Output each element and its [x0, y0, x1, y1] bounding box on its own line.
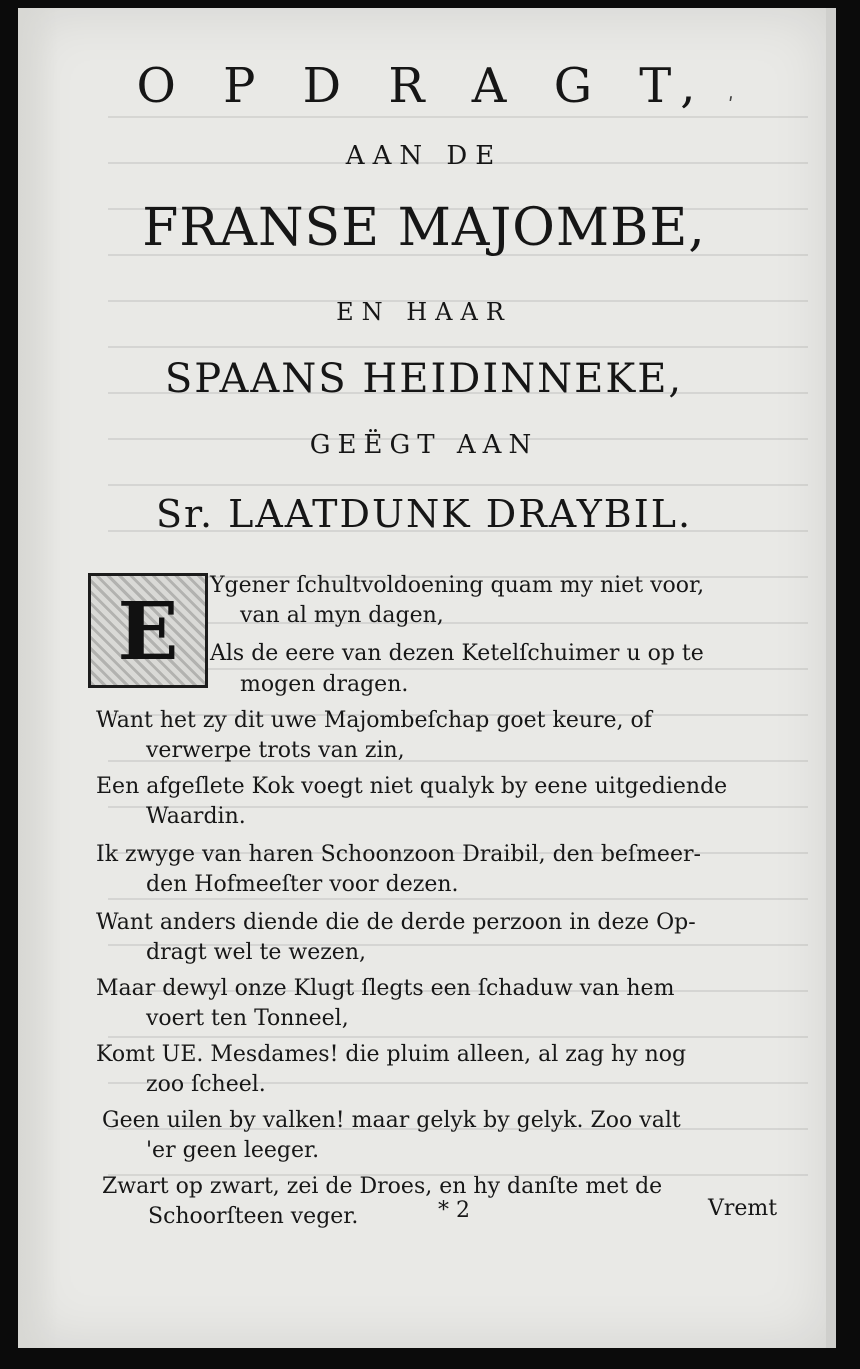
- title-laatdunk-draybil: Sr. LAATDUNK DRAYBIL.: [155, 492, 693, 536]
- verse-line: voert ten Tonneel,: [146, 1006, 349, 1031]
- verse-line: den Hofmeeſter voor dezen.: [146, 872, 459, 897]
- page-edge-shadow: [826, 8, 836, 1348]
- verse-line: van al myn dagen,: [240, 603, 444, 628]
- verse-line: verwerpe trots van zin,: [146, 738, 405, 763]
- verse-line: Als de eere van dezen Ketelſchuimer u op te: [210, 641, 704, 666]
- title-franse-majombe: FRANSE MAJOMBE,: [142, 198, 706, 258]
- verse-line: dragt wel te wezen,: [146, 940, 366, 965]
- verse-line: Zwart op zwart, zei de Droes, en hy danſte met de: [102, 1174, 663, 1199]
- verse-line: Ygener ſchultvoldoening quam my niet voor,: [210, 573, 705, 598]
- signature-mark: * 2: [438, 1198, 470, 1223]
- verse-line: Want anders diende die de derde perzoon in deze Op-: [96, 910, 696, 935]
- verse-line: zoo ſcheel.: [146, 1072, 266, 1097]
- verse-line: Waardin.: [146, 804, 246, 829]
- title-geegt-aan: GEËGT AAN: [309, 430, 539, 460]
- title-spaans-heidinneke: SPAANS HEIDINNEKE,: [164, 356, 684, 402]
- ornamental-initial: E: [88, 573, 208, 688]
- verse-line: Geen uilen by valken! maar gelyk by gelyk. Zoo valt: [102, 1108, 681, 1133]
- stray-mark: ʹ: [728, 93, 734, 117]
- verse-line: 'er geen leeger.: [146, 1138, 320, 1163]
- verse-line: Want het zy dit uwe Majombeſchap goet keure, of: [96, 708, 652, 733]
- book-page: [18, 8, 830, 1348]
- verse-line: Komt UE. Mesdames! die pluim alleen, al zag hy nog: [96, 1042, 687, 1067]
- catchword: Vremt: [708, 1196, 778, 1221]
- verse-line: Maar dewyl onze Klugt ſlegts een ſchaduw van hem: [96, 976, 675, 1001]
- verse-line: mogen dragen.: [240, 672, 409, 697]
- verse-line: Schoorſteen veger.: [148, 1204, 359, 1229]
- title-opdragt: O P D R A G T,: [136, 58, 712, 114]
- verse-line: Een afgeſlete Kok voegt niet qualyk by eene uitgediende: [96, 774, 728, 799]
- title-aan-de: AAN DE: [345, 141, 503, 171]
- title-en-haar: EN HAAR: [336, 298, 512, 326]
- verse-line: Ik zwyge van haren Schoonzoon Draibil, den beſmeer-: [96, 842, 701, 867]
